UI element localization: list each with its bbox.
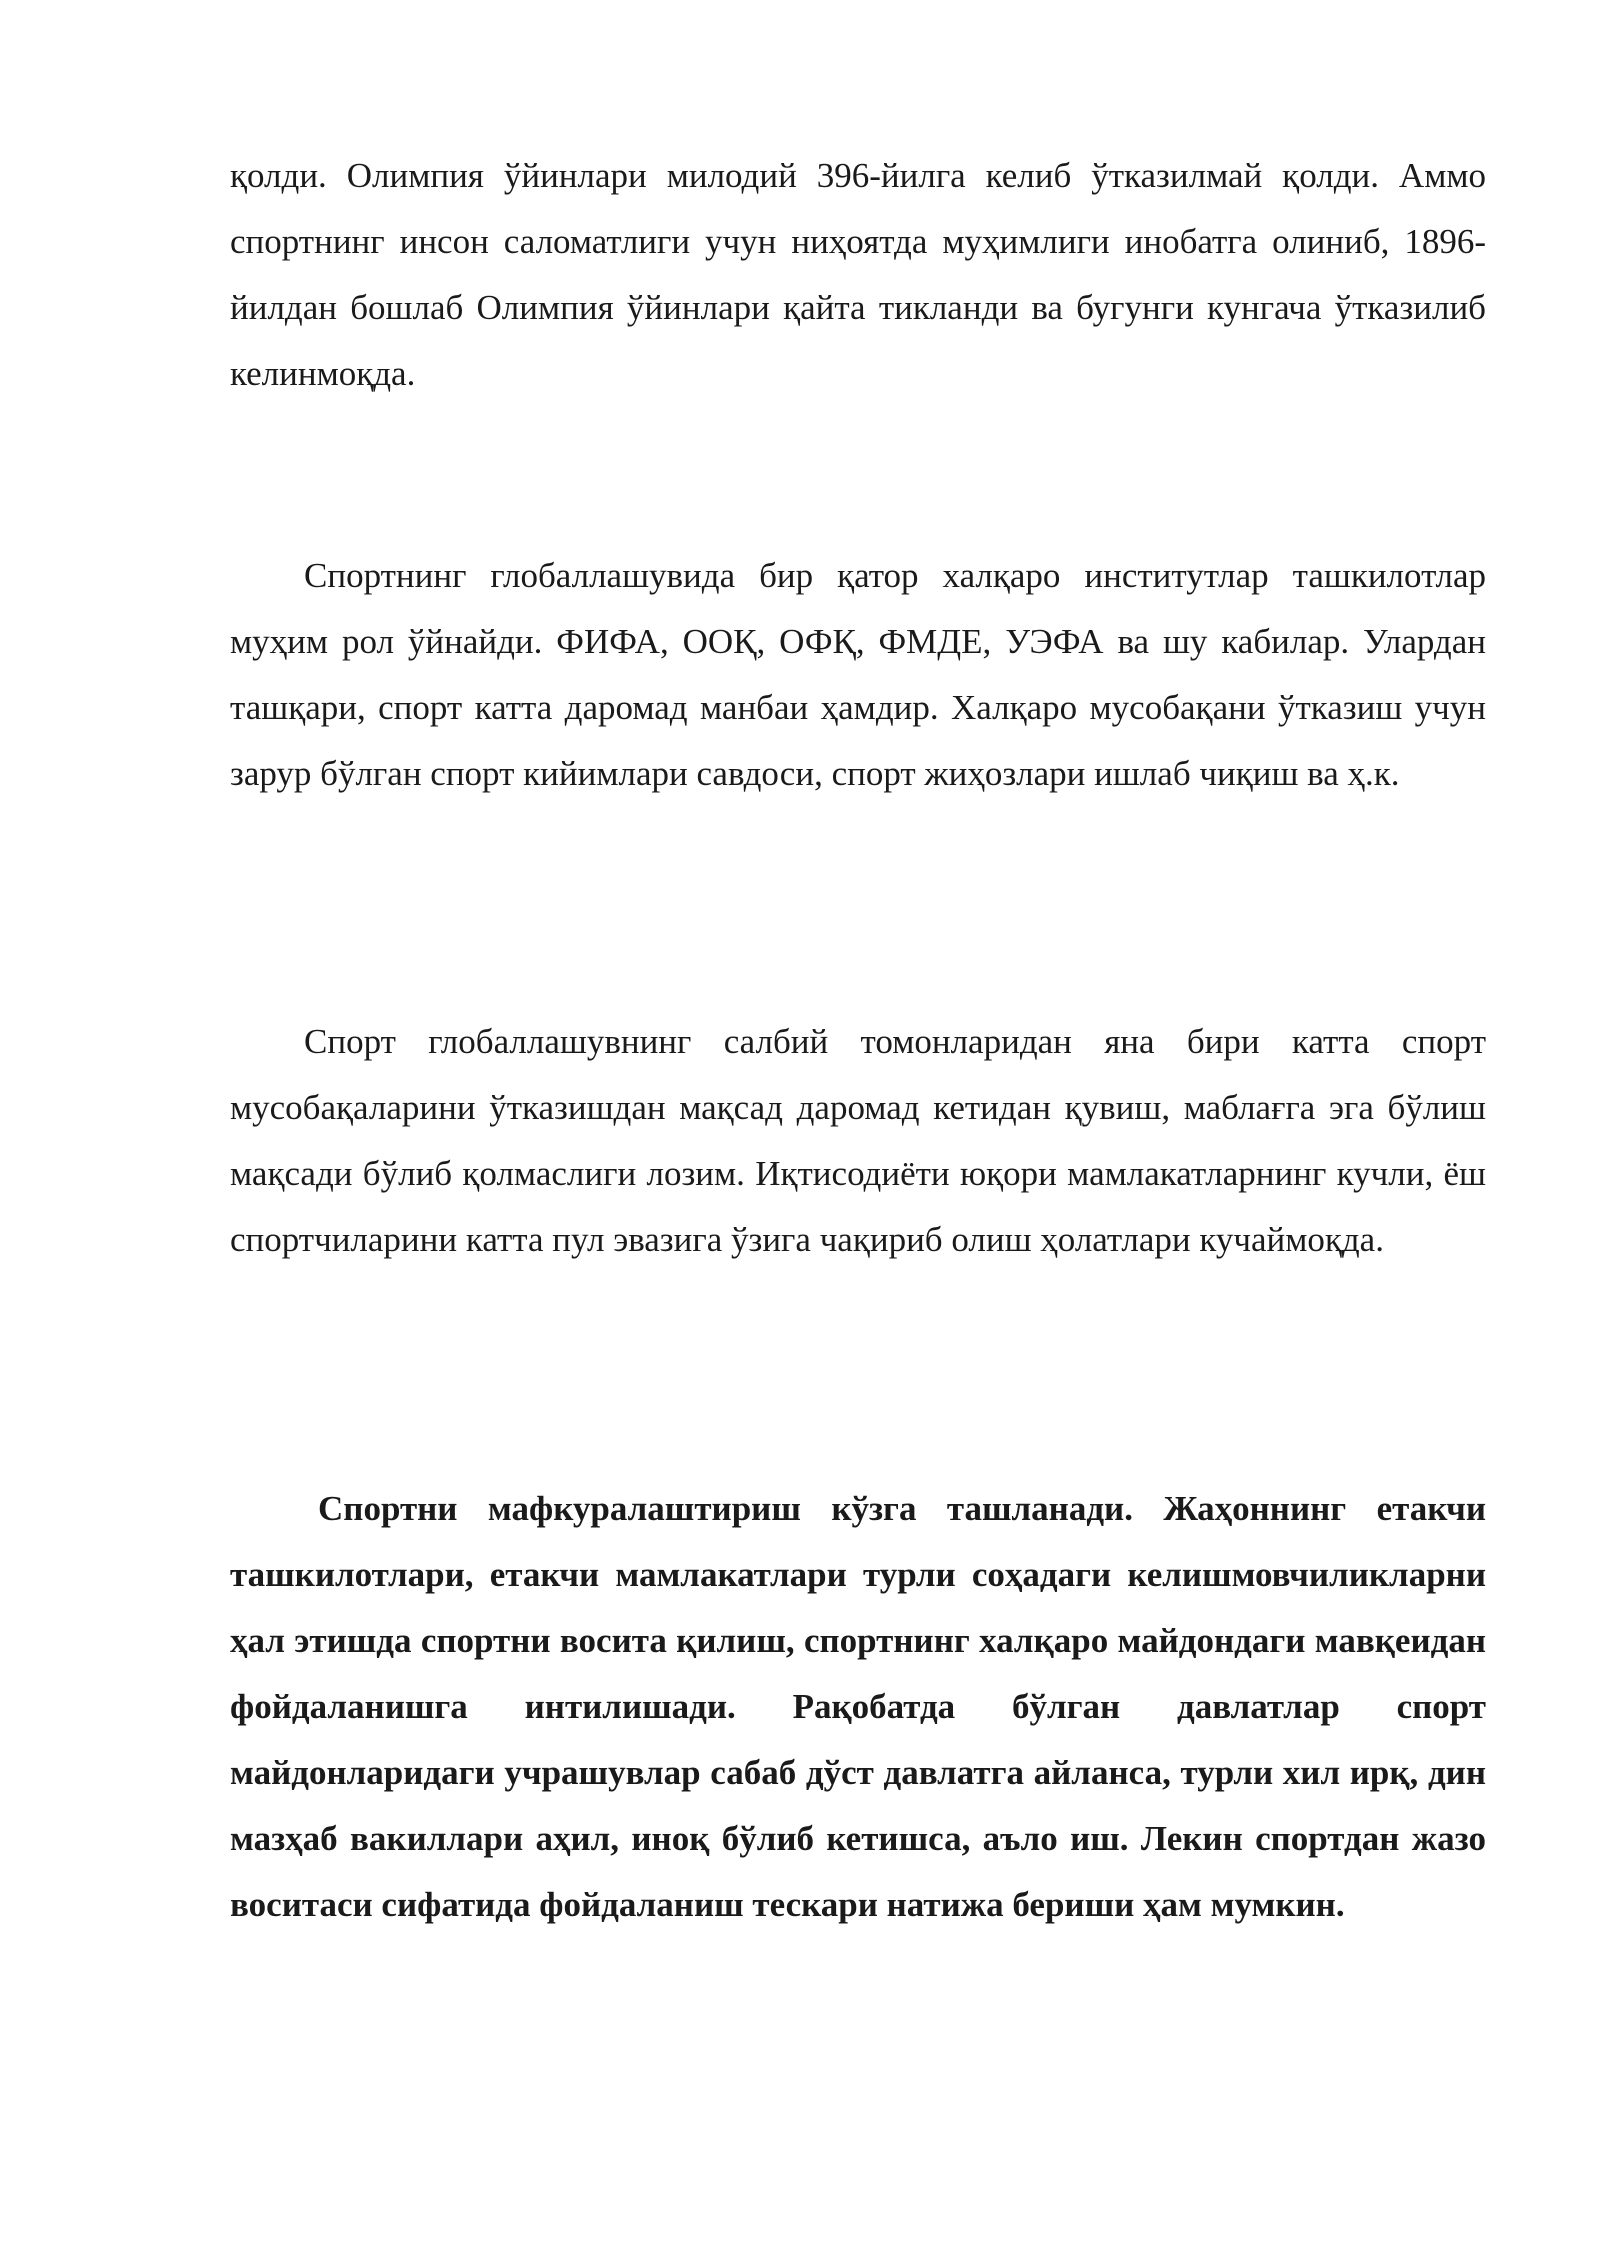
paragraph-international-institutions: Спортнинг глобаллашувида бир қатор халқаро институтлар ташкилотлар муҳим рол ўйнайди. ФИФА, ООҚ, ОФҚ, ФМДЕ, УЭФА ва шу кабилар. Улардан ташқари, спорт катта даромад манбаи ҳамдир. Халқаро мусобақани ўтказиш учун зарур бўлган спорт кийимлари савдоси, спорт жиҳозлари ишлаб чиқиш ва ҳ.к. [230, 556, 1486, 793]
paragraph-negative-aspects: Спорт глобаллашувнинг салбий томонларидан яна бири катта спорт мусобақаларини ўтказишдан мақсад даромад кетидан қувиш, маблағга эга бўлиш мақсади бўлиб қолмаслиги лозим. Иқтисодиёти юқори мамлакатларнинг кучли, ёш спортчиларини катта пул эвазига ўзига чақириб олиш ҳолатлари кучаймоқда. [230, 1022, 1486, 1259]
paragraph-sport-ideologization: Спортни мафкуралаштириш кўзга ташланади. Жаҳоннинг етакчи ташкилотлари, етакчи мамлакатлари турли соҳадаги келишмовчиликларни ҳал этишда спортни восита қилиш, спортнинг халқаро майдондаги мавқеидан фойдаланишга интилишади. Рақобатда бўлган давлатлар спорт майдонларидаги учрашувлар сабаб дўст давлатга айланса, турли хил ирқ, дин мазҳаб вакиллари аҳил, иноқ бўлиб кетишса, аъло иш. Лекин спортдан жазо воситаси сифатида фойдаланиш тескари натижа бериши ҳам мумкин. [230, 1489, 1486, 1924]
paragraph-olympics-history: қолди. Олимпия ўйинлари милодий 396-йилга келиб ўтказилмай қолди. Аммо спортнинг инсон саломатлиги учун ниҳоятда муҳимлиги инобатга олиниб, 1896-йилдан бошлаб Олимпия ўйинлари қайта тикланди ва бугунги кунгача ўтказилиб келинмоқда. [230, 156, 1486, 393]
